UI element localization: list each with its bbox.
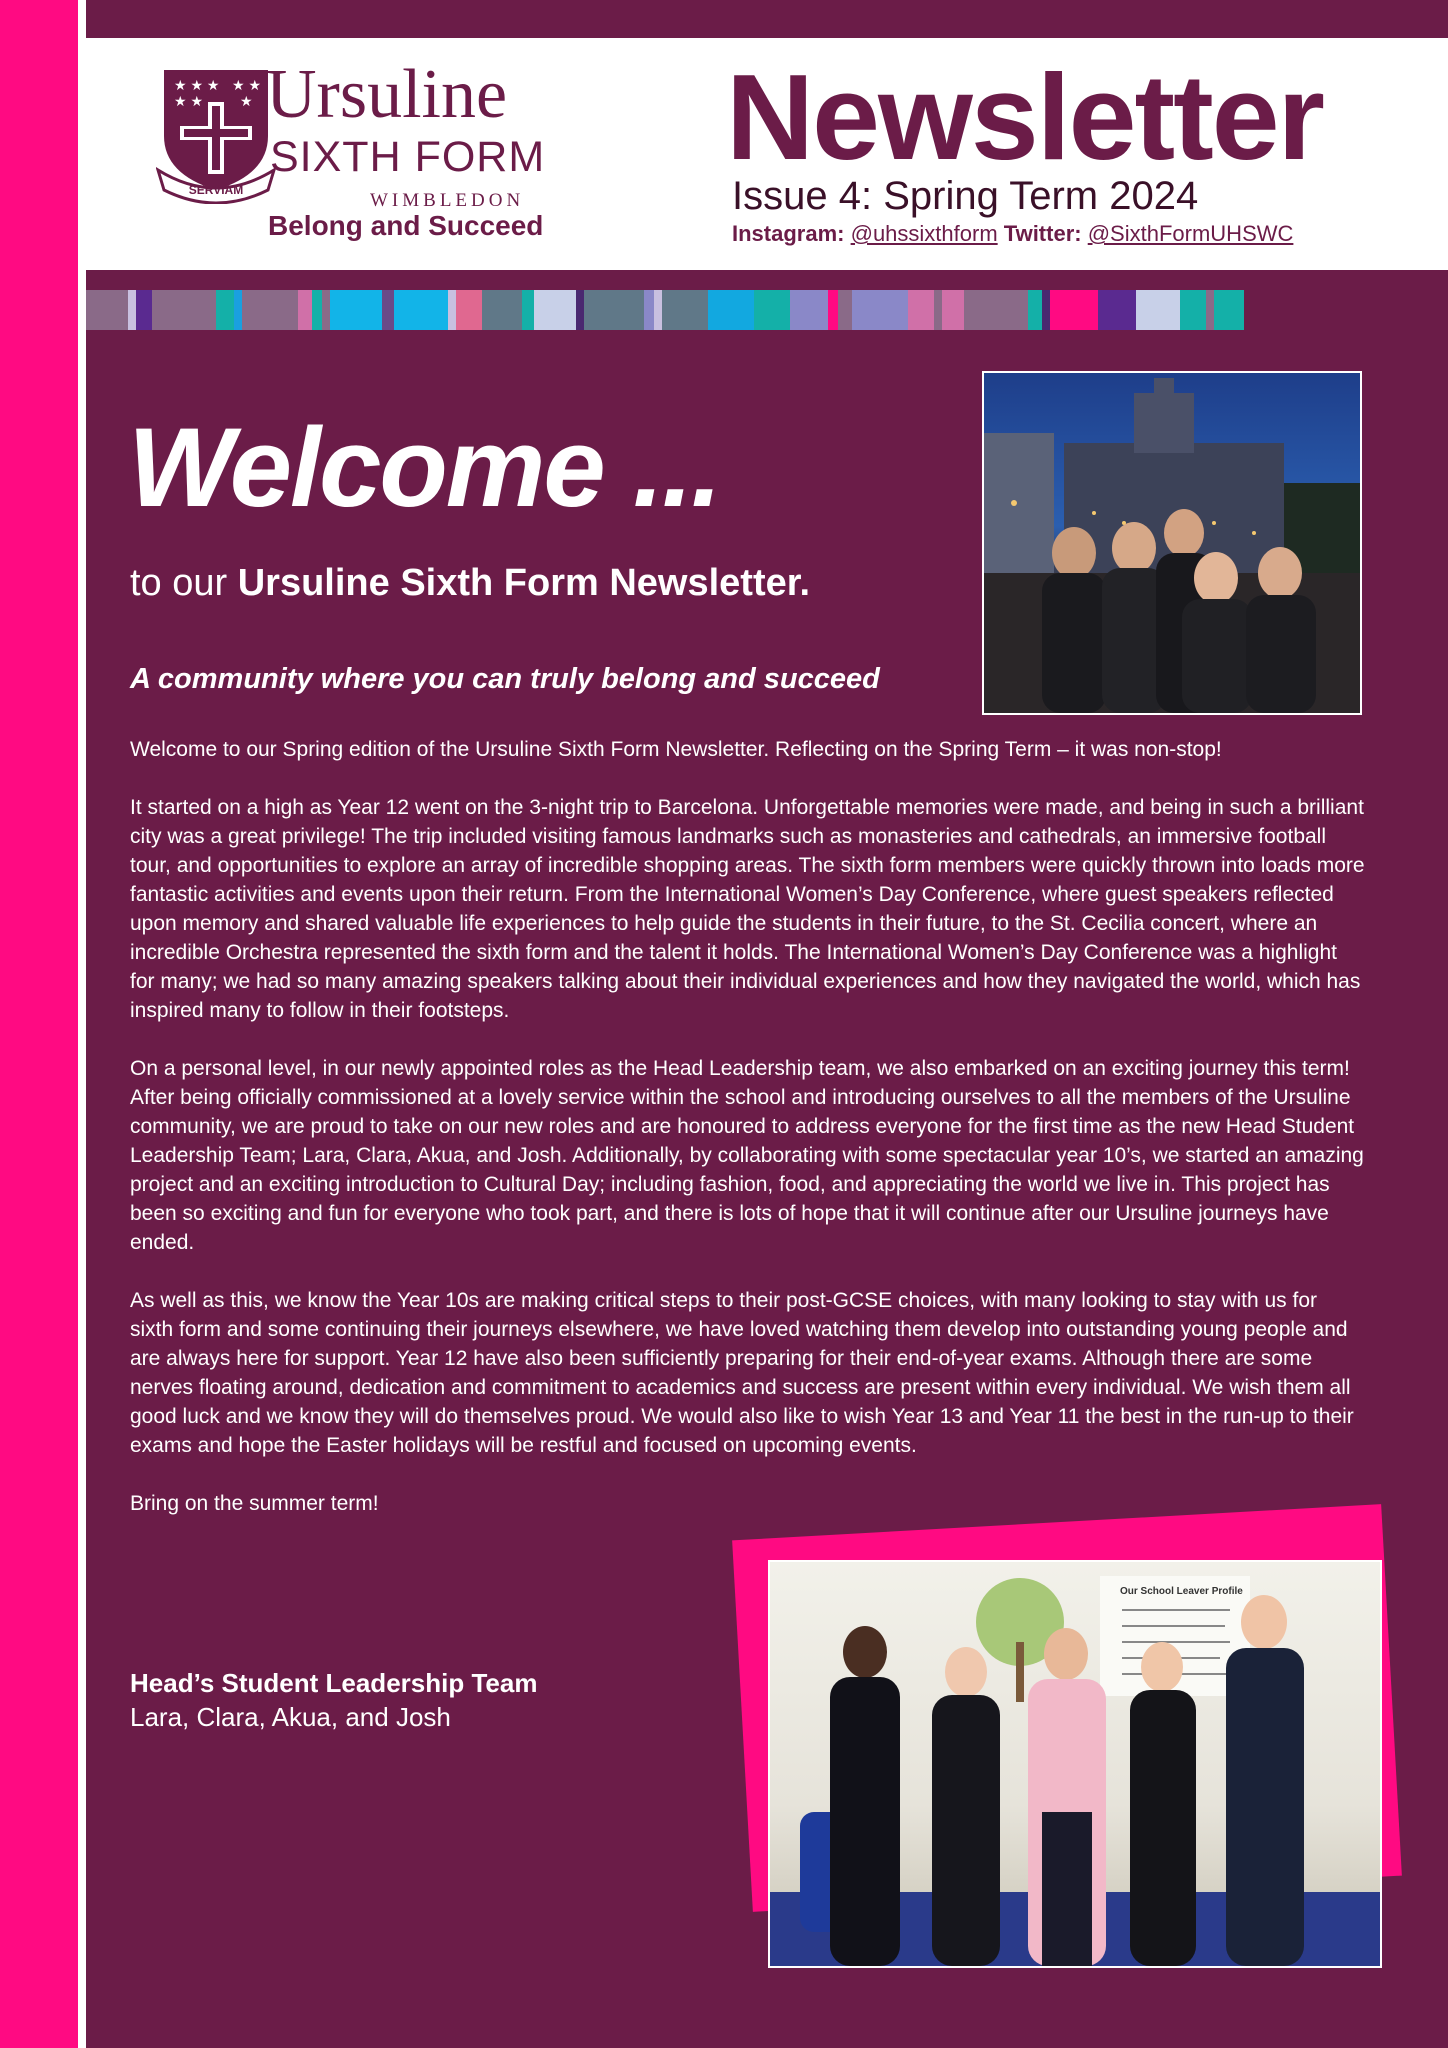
svg-text:★ ★ ★: ★ ★ ★ — [174, 77, 220, 93]
social-links — [732, 221, 1293, 247]
brand-name: Ursuline — [266, 56, 508, 133]
barcelona-trip-photo — [982, 371, 1362, 715]
paragraph-closing: Bring on the summer term! — [130, 1492, 379, 1515]
brand-subtitle: SIXTH FORM — [270, 133, 546, 181]
twitter-label: Twitter: — [1003, 221, 1082, 246]
svg-text:Our School Leaver Profile: Our School Leaver Profile — [1120, 1586, 1243, 1597]
leadership-photo-illustration — [770, 1562, 1380, 1966]
svg-text:★: ★ — [240, 93, 253, 109]
svg-text:★ ★: ★ ★ — [174, 93, 203, 109]
issue-label: Issue 4: Spring Term 2024 — [732, 174, 1199, 218]
leadership-team-photo — [768, 1560, 1382, 1968]
left-accent-bar — [0, 0, 78, 2048]
masthead — [86, 38, 1448, 270]
svg-text:SERVIAM: SERVIAM — [188, 183, 244, 197]
left-accent-divider — [78, 0, 86, 2048]
twitter-link[interactable]: @SixthFormUHSWC — [1087, 221, 1294, 246]
paragraph-year-groups: As well as this, we know the Year 10s are making critical steps to their post-GCSE choices, with many looking to stay with us for sixth form and some continuing their journeys elsewhere, we have loved watching them develop into outstanding young people and are always here for support. Year 12 have also been sufficiently preparing for their end-of-year exams. Although there are some nerves floating around, dedication and commitment to academics and success are present within every individual. We wish them all good luck and we know they will do themselves proud. We would also like to wish Year 13 and Year 11 the best in the run-up to their exams and hope the Easter holidays will be restful and focused on upcoming events. — [130, 1289, 1354, 1457]
intro-prefix: to our — [130, 562, 228, 604]
instagram-link[interactable]: @uhssixthform — [850, 221, 998, 246]
school-crest-icon — [156, 66, 276, 204]
instagram-label: Instagram: — [732, 221, 845, 246]
paragraph-barcelona: It started on a high as Year 12 went on the 3-night trip to Barcelona. Unforgettable memories were made, and being in such a brilliant city was a great privilege! The trip included visiting famous landmarks such as monasteries and cathedrals, an immersive football tour, and opportunities to explore an array of incredible shopping areas. The sixth form members were quickly thrown into loads more fantastic activities and events upon their return. From the International Women’s Day Conference, where guest speakers reflected upon memory and shared valuable life experiences to help guide the students in their future, to the St. Cecilia concert, where an incredible Orchestra represented the sixth form and the talent it holds. The International Women’s Day Conference was a highlight for many; we had so many amazing speakers talking about their individual experiences and how they navigated the world, which has inspired many to follow in their footsteps. — [130, 796, 1365, 1022]
newsletter-title: Newsletter — [726, 49, 1324, 185]
barcelona-photo-illustration — [984, 373, 1360, 713]
article-body — [130, 735, 1366, 1547]
community-tagline: A community where you can truly belong and succeed — [130, 663, 880, 695]
paragraph-intro: Welcome to our Spring edition of the Ursuline Sixth Form Newsletter. Reflecting on the Spring Term – it was non-stop! — [130, 738, 1222, 761]
brand-tagline: Belong and Succeed — [268, 210, 544, 241]
paragraph-leadership: On a personal level, in our newly appointed roles as the Head Leadership team, we also embarked on an exciting journey this term! After being officially commissioned at a lovely service within the school and introducing ourselves to all the members of the Ursuline community, we are proud to take on our new roles and are honoured to address everyone for the first time as the new Head Student Leadership Team; Lara, Clara, Akua, and Josh. Additionally, by collaborating with some spectacular year 10’s, we started an amazing project and an exciting introduction to Cultural Day; including fashion, food, and appreciating the world we live in. This project has been so exciting and fun for everyone who took part, and there is lots of hope that it will continue after our Ursuline journeys have ended. — [130, 1057, 1364, 1254]
intro-newsletter-name: Ursuline Sixth Form Newsletter. — [237, 562, 810, 604]
signature-names: Lara, Clara, Akua, and Josh — [130, 1702, 451, 1732]
brand-location: WIMBLEDON — [370, 190, 525, 211]
svg-text:★ ★: ★ ★ — [232, 77, 261, 93]
signature-role: Head’s Student Leadership Team — [130, 1668, 538, 1698]
intro-line — [130, 562, 810, 605]
color-stripe-band — [86, 290, 1448, 330]
welcome-heading: Welcome ... — [128, 405, 721, 530]
